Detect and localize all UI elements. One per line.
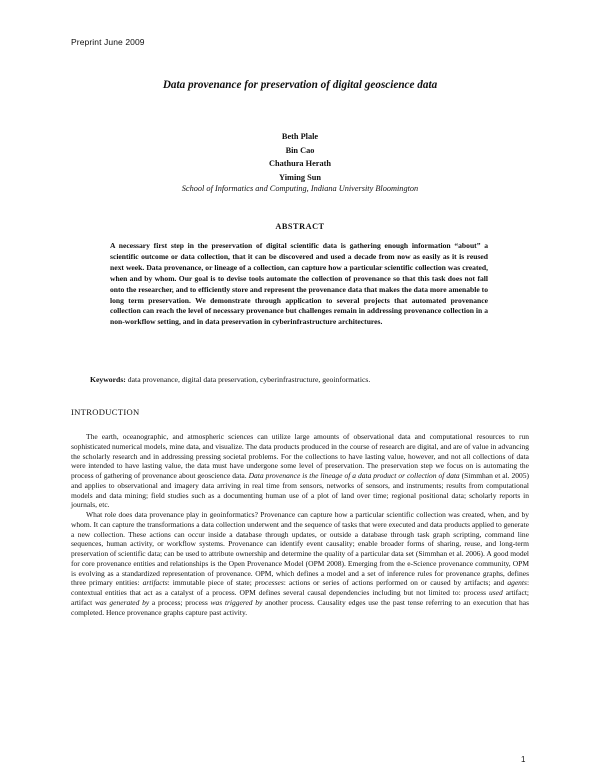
emphasis: Data provenance is the lineage of a data product or collection of data [248,471,460,480]
author-name: Chathura Herath [269,159,331,168]
term-artifacts: artifacts [142,578,168,588]
term-used: used [489,588,503,597]
keywords [90,375,530,384]
author-name: Bin Cao [285,145,315,155]
keywords-label: Keywords: [90,375,126,384]
affiliation: School of Informatics and Computing, Indiana University Bloomington [181,184,419,193]
author-name: Beth Plale [281,132,319,141]
term-was-triggered-by: was triggered by [210,597,263,607]
term-processes: processes [254,578,284,588]
paragraph: What role does data provenance play in geoinformatics? Provenance can capture how a particular scientific collection was created, when, and by whom. It can capture the transformations a data collection underwent and the sequence of tasks that were executed and data products applied to generate a new collection. These actions can occur inside a database through updates, or outside a database through task graph scripting, command line sequences, human activity, or workflow systems. Provenance can identify event causality; enable broader forms of sharing, reuse, and long-term preservation of scientific data; can be used to attribute ownership and determine the quality of a particular data set (Simmhan et al. 2006). A good model for core provenance entities and relationships is the Open Provenance Model (OPM 2008). Emerging from the e-Science provenance community, OPM is evolving as a standardized representation of provenance. OPM, which defines a model and a set of inference rules for provenance graphs, defines three primary entities: artifacts: immutable piece of state; processes: actions or series of actions performed on or caused by artifacts; and agents: contextual entities that act as a catalyst of a process. OPM defines several causal dependencies including but not limited to: process used artifact; artifact was generated by a process; process was triggered by another process. Causality edges use the past tense referring to an execution that has completed. Hence provenance graphs capture past activity. [71,510,530,617]
term-agents: agents [507,578,527,588]
abstract-heading: ABSTRACT [275,222,325,231]
page-number: 1 [521,755,526,764]
author-list [0,130,600,184]
paragraph: The earth, oceanographic, and atmospheric sciences can utilize large amounts of observational data and computational resources to run sophisticated numerical models, mine data, and visualize. The data products produced in the course of research are digital, and are of value in advancing the scholarly research and in addressing pressing societal problems. For the collections to have lasting value, however, and not all collections of data were intended to have lasting value, the data must have undergone some level of preservation. The preservation step we focus on is automating the process of gathering of provenance about geoscience data. Data provenance is the lineage of a data product or collection of data (Simmhan et al. 2005) and applies to observational and imagery data arriving in real time from sensors, networks of sensors, and instruments; results from computational models and data mining; field studies such as a documenting human use of a plot of land over time; regional positional data; scholarly reports in journals, etc. [71,432,530,510]
introduction-body [71,432,529,617]
abstract-text: A necessary first step in the preservation of digital scientific data is gathering enough information “about” a scientific outcome or data collection, that it can be discovered and used a decade from now as easily as it is reused next week. Data provenance, or lineage of a collection, can capture how a particular scientific collection was created, when and by whom. Our goal is to devise tools automate the collection of provenance so that this task does not fall onto the researcher, and to efficiently store and represent the provenance data that makes the data more amenable to long term preservation. We demonstrate through application to several projects that automated provenance collection can reach the level of necessary provenance but challenges remain in addressing provenance collection in a non-workflow setting, and in data preservation in cyberinfrastructure architectures. [110,241,488,327]
section-heading-introduction: INTRODUCTION [71,407,140,417]
running-head: Preprint June 2009 [71,37,145,47]
term-was-generated-by: was generated by [94,597,150,607]
keywords-text: data provenance, digital data preservation, cyberinfrastructure, geoinformatics. [127,375,371,384]
paper-title: Data provenance for preservation of digital geoscience data [162,79,438,91]
author-name: Yiming Sun [279,172,321,182]
